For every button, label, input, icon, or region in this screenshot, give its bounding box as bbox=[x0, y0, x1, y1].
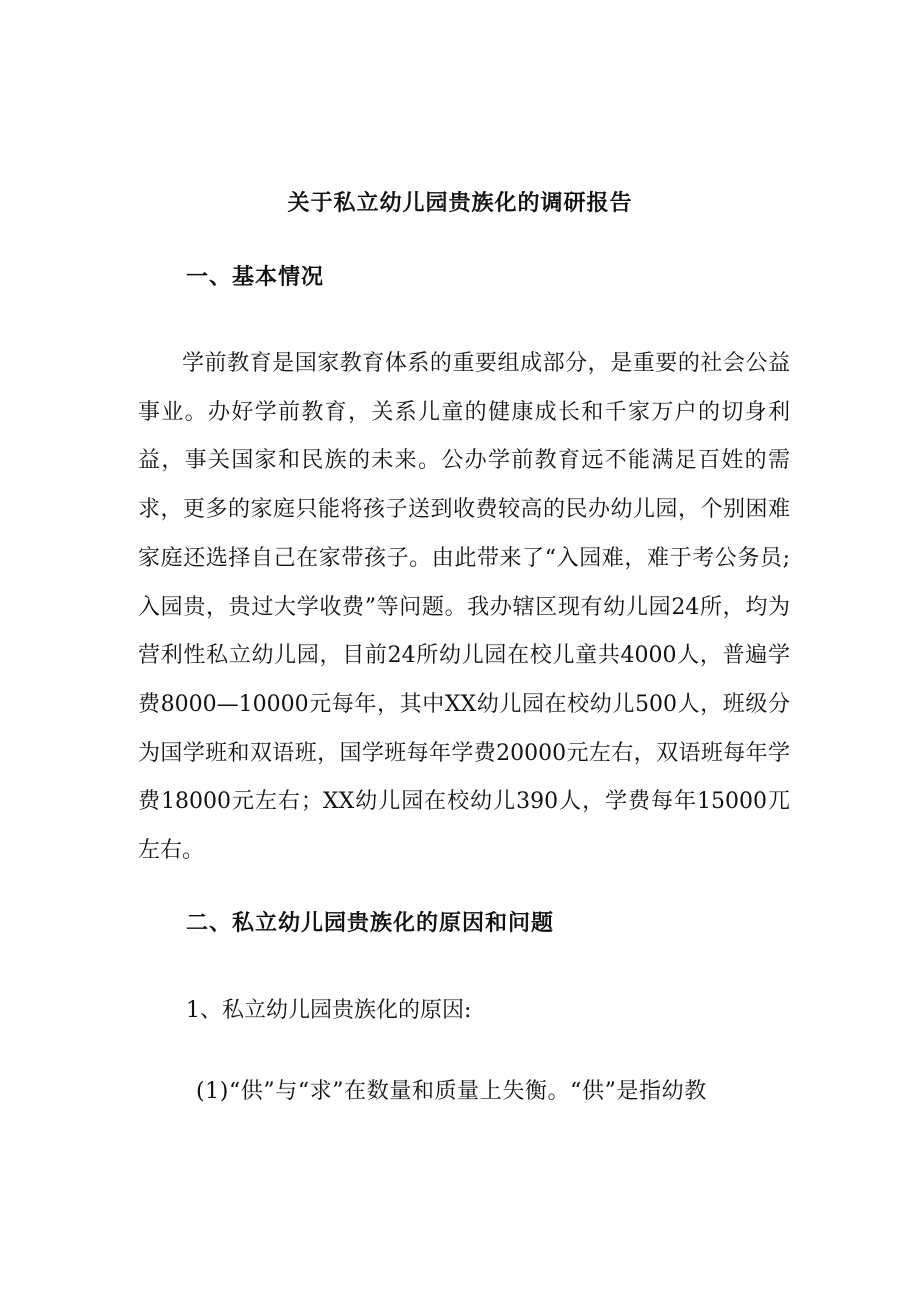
section-body-paragraph: 学前教育是国家教育体系的重要组成部分，是重要的社会公益事业。办好学前教育，关系儿童的健康成长和千家万户的切身利益，事关国家和民族的未来。公办学前教育远不能满足百姓的需求，更多的家庭只能将孩子送到收费较高的民办幼儿园，个别困难家庭还选择自己在家带孩子。由此带来了“入园难，难于考公务员; 入园贵，贵过大学收费”等问题。我办辖区现有幼儿园24所，均为营利性私立幼儿园，目前24所幼儿园在校儿童共4000人，普遍学费8000—10000元每年，其中XX幼儿园在校幼儿500人，班级分为国学班和双语班，国学班每年学费20000元左右，双语班每年学费18000元左右；XX幼儿园在校幼儿390人，学费每年15000兀左右。 bbox=[138, 351, 790, 864]
section-heading-basic-situation: 一、基本情况 bbox=[186, 264, 325, 290]
subsection-heading-causes: 1、私立幼儿园贵族化的原因: bbox=[186, 998, 472, 1023]
section-heading-causes-and-problems: 二、私立幼儿园贵族化的原因和问题 bbox=[186, 910, 555, 936]
document-title: 关于私立幼儿园贵族化的调研报告 bbox=[287, 190, 633, 216]
list-item-supply-demand: (1)“供”与“求”在数量和质量上失衡。“供”是指幼教 bbox=[196, 1079, 707, 1104]
